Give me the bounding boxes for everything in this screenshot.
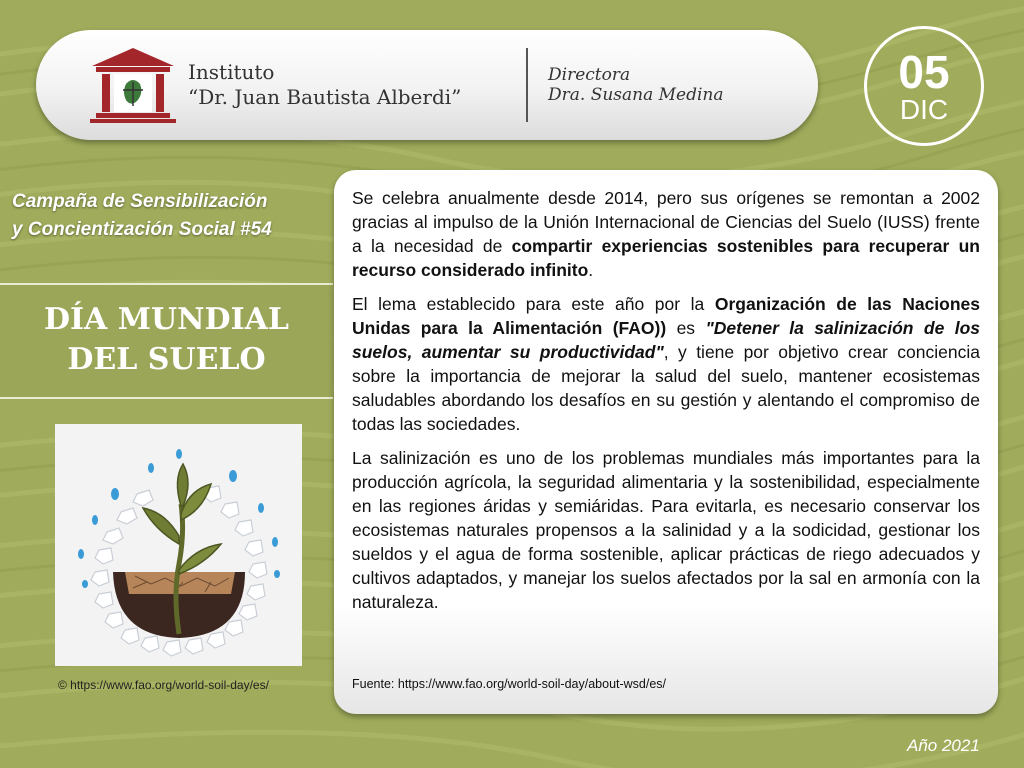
page-title (0, 283, 333, 399)
header-banner (36, 30, 818, 140)
paragraph-3: La salinización es uno de los problemas mundiales más importantes para la producción agrícola, la seguridad alimentaria y la sostenibilidad, especialmente en las regiones áridas y semiáridas. Para evitarla, es necesario conservar los ecosistemas naturales propensos a la salinidad y a la sodicidad, gestionar los sueldos y el agua de forma sostenible, aplicar prácticas de riego adecuados y cultivos adaptados, y manejar los suelos afectados por la sal en armonía con la naturaleza. (352, 448, 980, 612)
p2-text-e: , y tiene por objetivo crear conciencia sobre la importancia de mejorar la salud del suelo, mantener ecosistemas saludables abordando los desafíos en su gestión y alentando el compromiso de todas las sociedades. (352, 342, 980, 434)
director-name: Dra. Susana Medina (548, 85, 724, 105)
p2-text-a: El lema establecido para este año por la (352, 294, 715, 314)
institute-line2: “Dr. Juan Bautista Alberdi” (188, 85, 462, 109)
date-month: DIC (899, 94, 949, 125)
title-line1: DÍA MUNDIAL (44, 302, 289, 337)
institution-building-logo (86, 44, 180, 124)
director-block (548, 65, 724, 105)
p1-text-a: Se celebra anualmente desde 2014, pero sus orígenes se remontan a 2002 gracias al impulso de la Unión Internacional de Ciencias del Suelo (IUSS) frente a la necesidad de (352, 188, 980, 256)
plant-in-soil-illustration (55, 424, 302, 666)
p2-text-c: es (666, 318, 706, 338)
director-title: Directora (548, 65, 631, 85)
soil-illustration (55, 424, 302, 666)
institute-line1: Instituto (188, 60, 275, 84)
p2-org-name: Organización de las Naciones Unidas para la Alimentación (FAO)) (352, 294, 981, 338)
campaign-line1: Campaña de Sensibilización (12, 191, 268, 212)
p1-text-c: . (588, 260, 594, 280)
p1-highlight: compartir experiencias sostenibles para recuperar un recurso considerado infinito (352, 236, 980, 280)
campaign-line2: y Concientización Social #54 (12, 219, 272, 240)
footer-year: Año 2021 (907, 736, 980, 755)
source-link: Fuente: https://www.fao.org/world-soil-day/about-wsd/es/ (352, 677, 667, 691)
paragraph-1 (352, 186, 980, 282)
title-line2: DEL SUELO (67, 342, 266, 377)
article-body (352, 186, 980, 624)
p2-motto: "Detener la salinización de los suelos, aumentar su productividad" (352, 318, 980, 362)
image-credit: © https://www.fao.org/world-soil-day/es/ (58, 678, 269, 692)
institute-name (188, 60, 461, 110)
paragraph-2 (352, 292, 980, 436)
article-card (334, 170, 998, 714)
campaign-subtitle (12, 188, 272, 244)
date-badge (864, 26, 984, 146)
header-divider (526, 48, 528, 122)
date-day: 05 (898, 46, 950, 98)
